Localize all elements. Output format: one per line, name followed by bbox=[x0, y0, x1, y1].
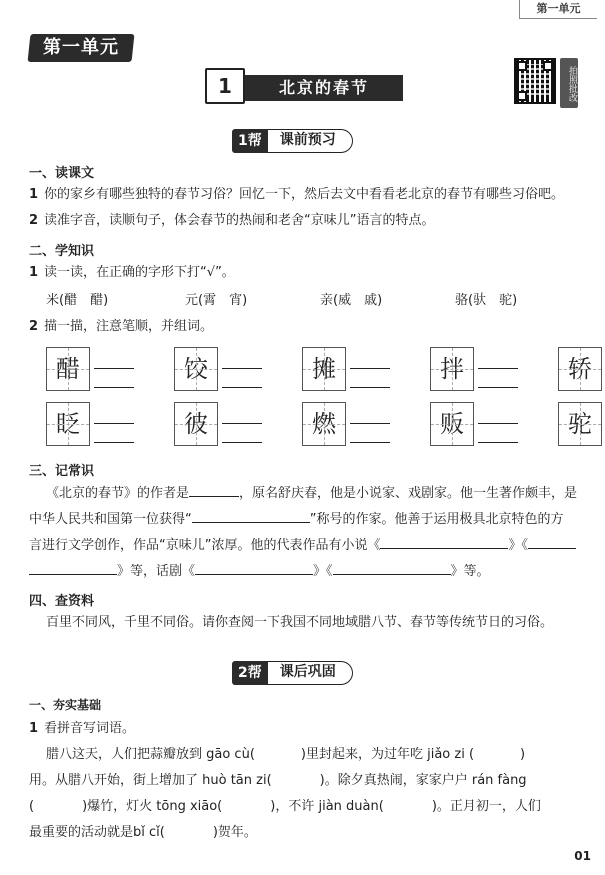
drama-blank-2[interactable] bbox=[333, 562, 451, 575]
word-blank[interactable] bbox=[478, 405, 518, 424]
pinyin-line-1: 腊八这天，人们把蒜瓣放到 gāo cù( )里封起来，为过年吃 jiǎo zi ( ) bbox=[46, 747, 526, 762]
page-number: 01 bbox=[574, 849, 591, 863]
word-blank[interactable] bbox=[222, 350, 262, 369]
knowledge-line-3: 言进行文学创作，作品“京味儿”浓厚。他的代表作品有小说《 》《 bbox=[29, 536, 576, 555]
word-blank[interactable] bbox=[222, 405, 262, 424]
option-3[interactable]: 亲(威 戚) bbox=[320, 293, 383, 308]
lesson-title: 北京的春节 bbox=[245, 75, 403, 101]
option-4[interactable]: 骆(驮 驼) bbox=[455, 293, 518, 308]
heading-learn: 二、学知识 bbox=[29, 244, 95, 259]
option-1[interactable]: 米(醋 醋) bbox=[46, 293, 109, 308]
section-label: 课前预习 bbox=[268, 129, 353, 153]
section-tag: 1帮 bbox=[232, 129, 268, 153]
heading-basics: 一、夯实基础 bbox=[29, 698, 102, 712]
pinyin-line-3: ( )爆竹，灯火 tōng xiāo( )，不许 jiàn duàn( )。正月初一，人们 bbox=[29, 799, 541, 814]
word-blank[interactable] bbox=[94, 405, 134, 424]
research-text: 百里不同风，千里不同俗。请你查阅一下我国不同地域腊八节、春节等传统节日的习俗。 bbox=[46, 615, 554, 630]
heading-knowledge: 三、记常识 bbox=[29, 464, 95, 479]
word-blank[interactable] bbox=[350, 350, 390, 369]
char-box: 燃 bbox=[302, 402, 346, 446]
knowledge-line-4: 》等，话剧《 》《 》等。 bbox=[29, 562, 490, 581]
section-banner-preview bbox=[232, 129, 353, 153]
word-blank[interactable] bbox=[350, 369, 390, 388]
question-trace: 2 描一描，注意笔顺，并组词。 bbox=[29, 319, 214, 334]
qr-label: 拍照批改 bbox=[560, 58, 578, 108]
question-1: 1 你的家乡有哪些独特的春节习俗？回忆一下，然后去文中看看老北京的春节有哪些习俗吧。 bbox=[29, 187, 565, 202]
drama-blank-1[interactable] bbox=[195, 562, 313, 575]
knowledge-line-1: 《北京的春节》的作者是 ，原名舒庆春，他是小说家、戏剧家。他一生著作颇丰，是 bbox=[46, 486, 578, 501]
char-box: 轿 bbox=[558, 347, 602, 391]
question-2: 2 读准字音，读顺句子，体会春节的热闹和老舍“京味儿”语言的特点。 bbox=[29, 213, 435, 228]
running-header: 第一单元 bbox=[519, 0, 597, 19]
char-box: 拌 bbox=[430, 347, 474, 391]
word-blank[interactable] bbox=[350, 405, 390, 424]
author-blank[interactable] bbox=[189, 484, 239, 497]
word-blank[interactable] bbox=[350, 424, 390, 443]
heading-read-text: 一、读课文 bbox=[29, 166, 95, 181]
pinyin-question: 1 看拼音写词语。 bbox=[29, 721, 136, 736]
word-blank[interactable] bbox=[94, 350, 134, 369]
heading-research: 四、查资料 bbox=[29, 594, 95, 609]
char-box: 醋 bbox=[46, 347, 90, 391]
char-box: 摊 bbox=[302, 347, 346, 391]
unit-badge: 第一单元 bbox=[28, 34, 135, 62]
novel-blank-1[interactable] bbox=[380, 536, 508, 549]
char-box: 眨 bbox=[46, 402, 90, 446]
question-tick: 1 读一读，在正确的字形下打“√”。 bbox=[29, 265, 235, 280]
novel-blank-2b[interactable] bbox=[29, 562, 117, 575]
section-label: 课后巩固 bbox=[268, 661, 353, 685]
option-2[interactable]: 元(霄 宵) bbox=[185, 293, 248, 308]
pinyin-line-4: 最重要的活动就是bǐ cǐ( )贺年。 bbox=[29, 825, 257, 840]
word-blank[interactable] bbox=[478, 369, 518, 388]
title-blank[interactable] bbox=[192, 510, 310, 523]
lesson-number: 1 bbox=[205, 68, 245, 104]
word-blank[interactable] bbox=[478, 424, 518, 443]
char-row-2 bbox=[46, 402, 605, 446]
novel-blank-2[interactable] bbox=[528, 536, 576, 549]
char-box: 驼 bbox=[558, 402, 602, 446]
word-blank[interactable] bbox=[94, 424, 134, 443]
knowledge-line-2: 中华人民共和国第一位获得“ ”称号的作家。他善于运用极具北京特色的方 bbox=[29, 512, 564, 527]
word-blank[interactable] bbox=[478, 350, 518, 369]
word-blank[interactable] bbox=[222, 369, 262, 388]
word-blank[interactable] bbox=[94, 369, 134, 388]
char-row-1 bbox=[46, 347, 605, 391]
pinyin-line-2: 用。从腊八开始，街上增加了 huò tān zi( )。除夕真热闹，家家户户 rán fàng bbox=[29, 773, 527, 788]
section-tag: 2帮 bbox=[232, 661, 268, 685]
section-banner-review bbox=[232, 661, 353, 685]
word-blank[interactable] bbox=[222, 424, 262, 443]
qr-code-icon[interactable] bbox=[514, 58, 556, 104]
char-box: 彼 bbox=[174, 402, 218, 446]
char-box: 饺 bbox=[174, 347, 218, 391]
char-box: 贩 bbox=[430, 402, 474, 446]
